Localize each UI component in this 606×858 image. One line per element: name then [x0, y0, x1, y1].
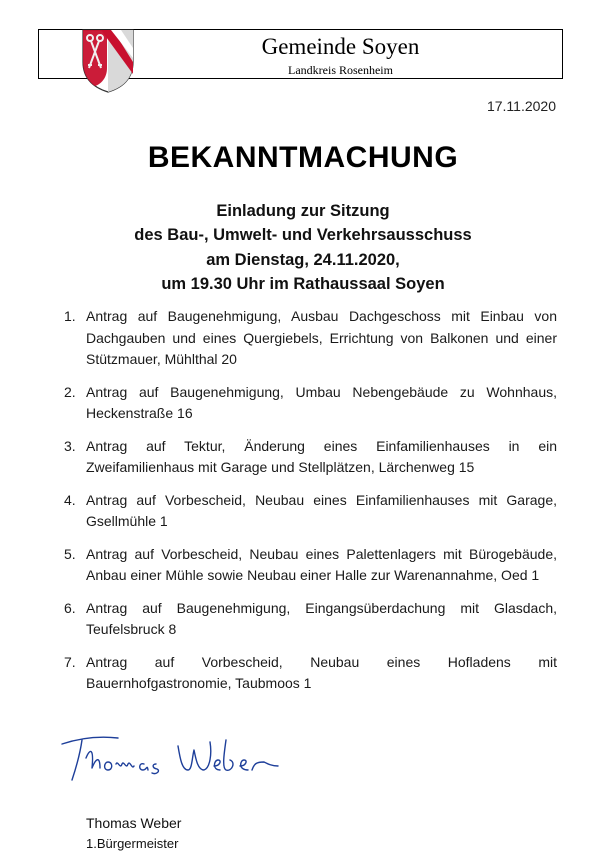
handwritten-signature — [60, 728, 280, 788]
subtitle-line: um 19.30 Uhr im Rathaussaal Soyen — [161, 274, 445, 293]
agenda-item — [64, 544, 557, 587]
municipality-name: Gemeinde Soyen — [261, 34, 420, 59]
meeting-invitation — [0, 199, 606, 296]
document-title: BEKANNTMACHUNG — [147, 141, 459, 174]
letterhead — [38, 29, 563, 79]
subtitle-line: Einladung zur Sitzung — [216, 202, 390, 220]
signer-role: 1.Bürgermeister — [86, 836, 179, 851]
agenda-item-text: Antrag auf Vorbescheid, Neubau eines Palettenlagers mit Bürogebäude, Anbau einer Mühle sowie Neubau einer Halle zur Warenannahme, Oed 1 — [86, 545, 557, 583]
agenda-item-text: Antrag auf Baugenehmigung, Umbau Nebengebäude zu Wohnhaus, Heckenstraße 16 — [86, 383, 557, 421]
agenda-item-number: 2. — [64, 383, 76, 400]
agenda-item-text: Antrag auf Vorbescheid, Neubau eines Einfamilienhauses mit Garage, Gsellmühle 1 — [86, 491, 557, 529]
agenda-item-text: Antrag auf Baugenehmigung, Eingangsüberdachung mit Glasdach, Teufelsbruck 8 — [86, 599, 557, 637]
agenda-item — [64, 382, 557, 425]
agenda-item — [64, 598, 557, 641]
agenda-item-number: 7. — [64, 653, 76, 670]
subtitle-line: am Dienstag, 24.11.2020, — [206, 250, 400, 269]
agenda-item — [64, 436, 557, 479]
agenda-item-number: 3. — [64, 437, 76, 454]
agenda-item-number: 1. — [64, 308, 76, 324]
agenda-item-text: Antrag auf Vorbescheid, Neubau eines Hofladens mit Bauernhofgastronomie, Taubmoos 1 — [86, 653, 557, 691]
document-date: 17.11.2020 — [486, 98, 556, 114]
agenda-item-number: 4. — [64, 491, 76, 508]
agenda-item-number: 6. — [64, 599, 76, 616]
signer-name: Thomas Weber — [86, 815, 182, 831]
agenda-item — [64, 490, 557, 533]
agenda-item-number: 5. — [64, 545, 76, 562]
agenda-item — [64, 306, 557, 371]
agenda-list — [64, 306, 557, 706]
subtitle-line: des Bau-, Umwelt- und Verkehrsausschuss — [134, 226, 472, 245]
agenda-item-text: Antrag auf Tektur, Änderung eines Einfamilienhauses in ein Zweifamilienhaus mit Garage und Stellplätzen, Lärchenweg 15 — [86, 437, 557, 475]
agenda-item — [64, 652, 557, 695]
district-name: Landkreis Rosenheim — [288, 63, 393, 77]
agenda-item-text: Antrag auf Baugenehmigung, Ausbau Dachgeschoss mit Einbau von Dachgauben und eines Quergiebels, Errichtung von Balkonen und einer Stützmauer, Mühlthal 20 — [86, 308, 557, 367]
